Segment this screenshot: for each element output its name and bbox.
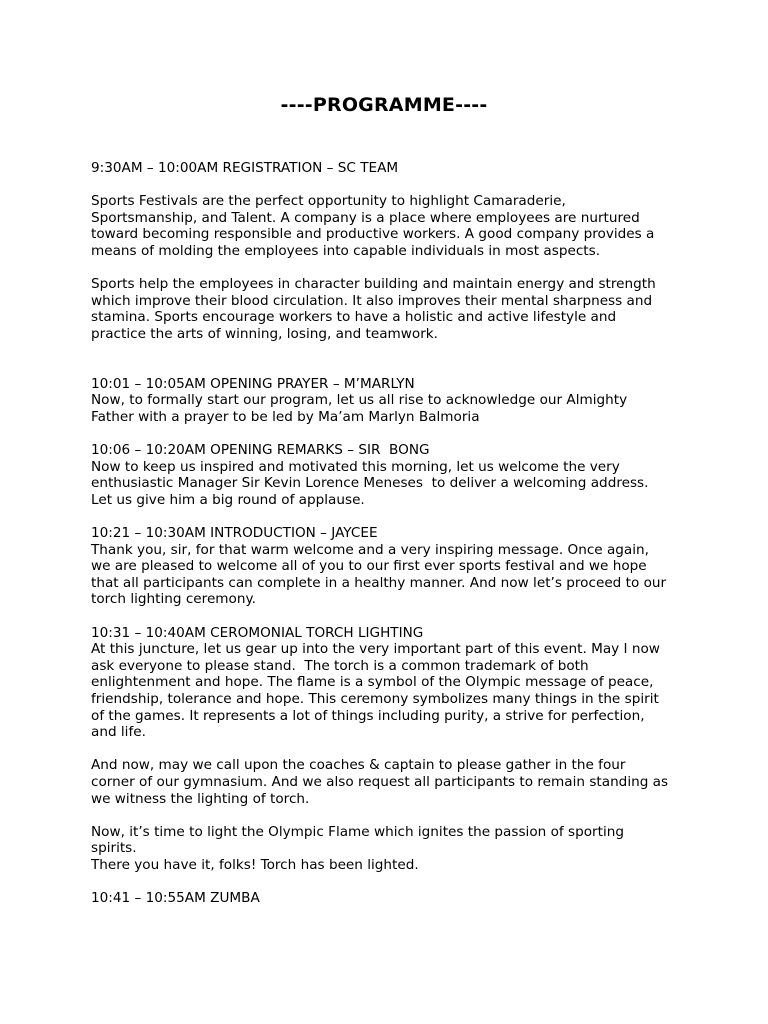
text-line: which improve their blood circulation. It also improves their mental sharpness and [91,292,653,309]
text-line: Now to keep us inspired and motivated this morning, let us welcome the very [91,458,620,475]
remarks-heading: 10:06 – 10:20AM OPENING REMARKS – SIR BONG [91,442,430,459]
text-line: enlightenment and hope. The flame is a symbol of the Olympic message of peace, [91,674,654,691]
text-line: Now, it’s time to light the Olympic Flame which ignites the passion of sporting [91,823,624,840]
text-line: that all participants can complete in a healthy manner. And now let’s proceed to our [91,574,667,591]
text-line: Sports help the employees in character building and maintain energy and strength [91,276,656,293]
spacer [91,426,691,443]
torch-paragraph-3 [91,824,691,874]
introduction-paragraph [91,542,691,608]
text-line: There you have it, folks! Torch has been lighted. [91,856,419,873]
text-line: and life. [91,724,146,741]
prayer-paragraph [91,392,691,425]
torch-heading: 10:31 – 10:40AM CEROMONIAL TORCH LIGHTING [91,624,424,641]
introduction-heading: 10:21 – 10:30AM INTRODUCTION – JAYCEE [91,525,378,542]
text-line: Sportsmanship, and Talent. A company is a place where employees are nurtured [91,209,640,226]
text-line: Sports Festivals are the perfect opportunity to highlight Camaraderie, [91,193,566,210]
text-line: friendship, tolerance and hope. This ceremony symbolizes many things in the spirit [91,691,659,707]
prayer-heading: 10:01 – 10:05AM OPENING PRAYER – M’MARLYN [91,375,415,392]
zumba-heading: 10:41 – 10:55AM ZUMBA [91,890,260,907]
text-line: stamina. Sports encourage workers to have a holistic and active lifestyle and [91,309,617,326]
text-line: practice the arts of winning, losing, and teamwork. [91,325,438,342]
text-line: we witness the lighting of torch. [91,790,310,807]
spacer [91,508,691,525]
torch-paragraph-2 [91,757,691,807]
spacer [91,874,691,891]
spacer [91,260,691,277]
text-line: corner of our gymnasium. And we also request all participants to remain standing as [91,773,669,790]
text-line: Thank you, sir, for that warm welcome and a very inspiring message. Once again, [91,541,649,558]
torch-paragraph-1 [91,641,691,741]
text-line: And now, may we call upon the coaches & captain to please gather in the four [91,757,626,774]
intro-paragraph-1 [91,193,691,259]
spacer [91,807,691,824]
text-line: spirits. [91,840,137,857]
text-line: At this juncture, let us gear up into the very important part of this event. May I now [91,641,660,658]
text-line: toward becoming responsible and productive workers. A good company provides a [91,226,655,243]
text-line: ask everyone to please stand. The torch is a common trademark of both [91,657,589,674]
document-body [91,160,691,907]
text-line: means of molding the employees into capable individuals in most aspects. [91,242,601,259]
text-line: enthusiastic Manager Sir Kevin Lorence Meneses to deliver a welcoming address. [91,475,649,492]
text-line: we are pleased to welcome all of you to our first ever sports festival and we hope [91,558,647,575]
page-title: ----PROGRAMME---- [280,94,488,116]
text-line: Let us give him a big round of applause. [91,491,365,508]
spacer [91,343,691,376]
text-line: Father with a prayer to be led by Ma’am Marlyn Balmoria [91,408,480,425]
registration-heading: 9:30AM – 10:00AM REGISTRATION – SC TEAM [91,160,399,176]
intro-paragraph-2 [91,276,691,342]
spacer [91,741,691,758]
spacer [91,608,691,625]
spacer [91,177,691,194]
text-line: of the games. It represents a lot of things including purity, a strive for perfection, [91,707,645,724]
text-line: torch lighting ceremony. [91,591,256,608]
text-line: Now, to formally start our program, let us all rise to acknowledge our Almighty [91,392,628,409]
remarks-paragraph [91,459,691,509]
